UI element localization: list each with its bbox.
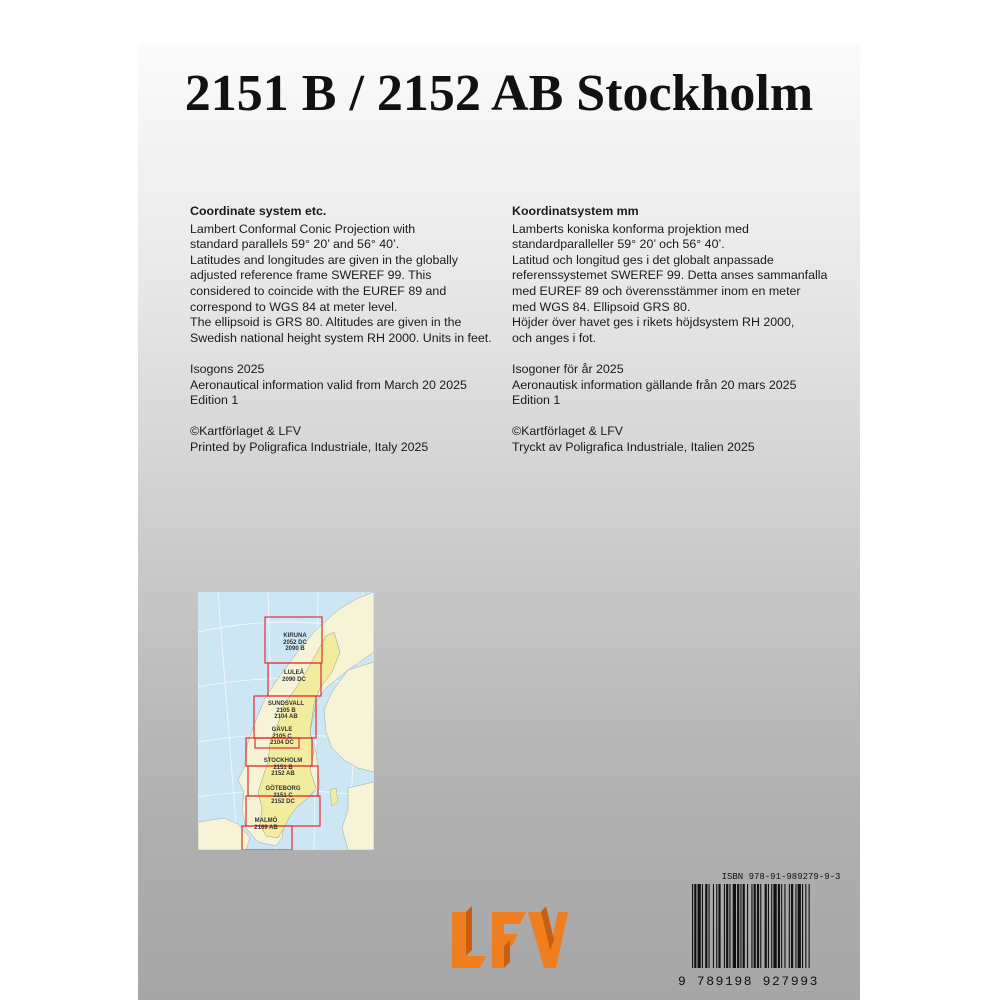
text-line: Latitud och longitud ges i det globalt anpassade	[512, 252, 774, 267]
barcode-bar	[694, 884, 696, 968]
barcode-bar	[760, 884, 761, 968]
barcode-bar	[705, 884, 707, 968]
barcode-bar	[771, 884, 772, 968]
barcode-bar	[733, 884, 736, 968]
barcode-bar	[747, 884, 748, 968]
barcode-bar	[773, 884, 776, 968]
text-line: ©Kartförlaget & LFV	[190, 424, 302, 439]
barcode-bar	[743, 884, 745, 968]
tile-label-goteborg: GÖTEBORG 2151 C 2152 DC	[265, 786, 301, 805]
chart-cover-back	[138, 44, 860, 1000]
text-line: Höjder över havet ges i rikets höjdsystem RH 2000,	[512, 315, 795, 330]
text-line: och anges i fot.	[512, 330, 597, 345]
text-line: Aeronautical information valid from March 20 2025	[190, 377, 467, 392]
swedish-heading: Koordinatsystem mm	[512, 204, 639, 218]
barcode-bar	[692, 884, 693, 968]
text-line: Aeronautisk information gällande från 20 mars 2025	[512, 377, 797, 392]
barcode-bar	[729, 884, 730, 968]
swedish-para1	[512, 222, 832, 347]
barcode-bar	[709, 884, 710, 968]
tile-label-sundsvall: SUNDSVALL 2105 B 2104 AB	[267, 701, 305, 720]
barcode-bar	[765, 884, 767, 968]
english-para1	[190, 222, 510, 347]
lfv-logo	[446, 906, 568, 972]
text-line: The ellipsoid is GRS 80. Altitudes are given in the	[190, 315, 462, 330]
barcode-bar	[768, 884, 769, 968]
text-line: standard parallels 59° 20’ and 56° 40’.	[190, 237, 400, 252]
tile-label-malmo: MALMÖ 2169 AB	[254, 818, 278, 831]
text-line: Printed by Poligrafica Industriale, Italy 2025	[190, 439, 429, 454]
english-info-column	[190, 204, 510, 471]
barcode-bar	[789, 884, 790, 968]
tile-label-stockholm: STOCKHOLM 2151 B 2152 AB	[263, 758, 303, 777]
swedish-para3	[512, 424, 832, 455]
barcode-bar	[751, 884, 752, 968]
text-line: adjusted reference frame SWEREF 99. This	[190, 268, 432, 283]
barcode-bar	[802, 884, 803, 968]
barcode-bar	[754, 884, 756, 968]
tile-label-kiruna: KIRUNA 2052 DC 2090 B	[283, 633, 307, 652]
text-line: Latitudes and longitudes are given in the globally	[190, 252, 458, 267]
barcode-digits: 9 789198 927993	[678, 974, 820, 989]
text-line: standardparalleller 59° 20’ och 56° 40’.	[512, 237, 725, 252]
barcode-bar	[798, 884, 801, 968]
text-line: considered to coincide with the EUREF 89 and	[190, 283, 447, 298]
barcode-bar	[757, 884, 759, 968]
barcode-bar	[791, 884, 793, 968]
barcode-bar	[809, 884, 810, 968]
text-line: correspond to WGS 84 at meter level.	[190, 299, 398, 314]
text-line: Swedish national height system RH 2000. Units in feet.	[190, 330, 492, 345]
isbn-label: ISBN 978-91-989279-9-3	[721, 872, 841, 882]
barcode-bar	[698, 884, 701, 968]
barcode-bar	[781, 884, 782, 968]
barcode-bar	[716, 884, 717, 968]
text-line: ©Kartförlaget & LFV	[512, 424, 624, 439]
english-para3	[190, 424, 510, 455]
index-map	[198, 592, 374, 850]
text-line: Edition 1	[512, 393, 561, 408]
tile-label-lulea: LULEÅ 2090 DC	[282, 670, 306, 683]
text-line: med EUREF 89 och överensstämmer inom en meter	[512, 283, 801, 298]
barcode-bar	[795, 884, 796, 968]
english-heading: Coordinate system etc.	[190, 204, 327, 218]
index-map-graphic	[198, 592, 374, 850]
text-line: Lamberts koniska konforma projektion med	[512, 221, 749, 236]
barcode-bar	[805, 884, 806, 968]
text-line: Edition 1	[190, 393, 239, 408]
barcode-bar	[778, 884, 780, 968]
text-line: Tryckt av Poligrafica Industriale, Italien 2025	[512, 439, 755, 454]
barcode-bar	[724, 884, 725, 968]
barcode-bar	[702, 884, 703, 968]
tile-label-gavle: GÄVLE 2105 C 2104 DC	[270, 727, 294, 746]
english-para2	[190, 362, 510, 409]
text-line: med WGS 84. Ellipsoid GRS 80.	[512, 299, 691, 314]
text-line: Isogoner för år 2025	[512, 361, 624, 376]
barcode-bar	[740, 884, 741, 968]
text-line: Isogons 2025	[190, 361, 265, 376]
barcode-bar	[737, 884, 739, 968]
text-line: referenssystemet SWEREF 99. Detta anses sammanfalla	[512, 268, 828, 283]
barcode-bar	[726, 884, 728, 968]
barcode-bar	[718, 884, 720, 968]
swedish-info-column	[512, 204, 832, 471]
barcode-bar	[713, 884, 714, 968]
text-line: Lambert Conformal Conic Projection with	[190, 221, 416, 236]
isbn-barcode	[690, 884, 856, 968]
swedish-para2	[512, 362, 832, 409]
barcode-bar	[784, 884, 785, 968]
page-title: 2151 B / 2152 AB Stockholm	[184, 65, 814, 122]
